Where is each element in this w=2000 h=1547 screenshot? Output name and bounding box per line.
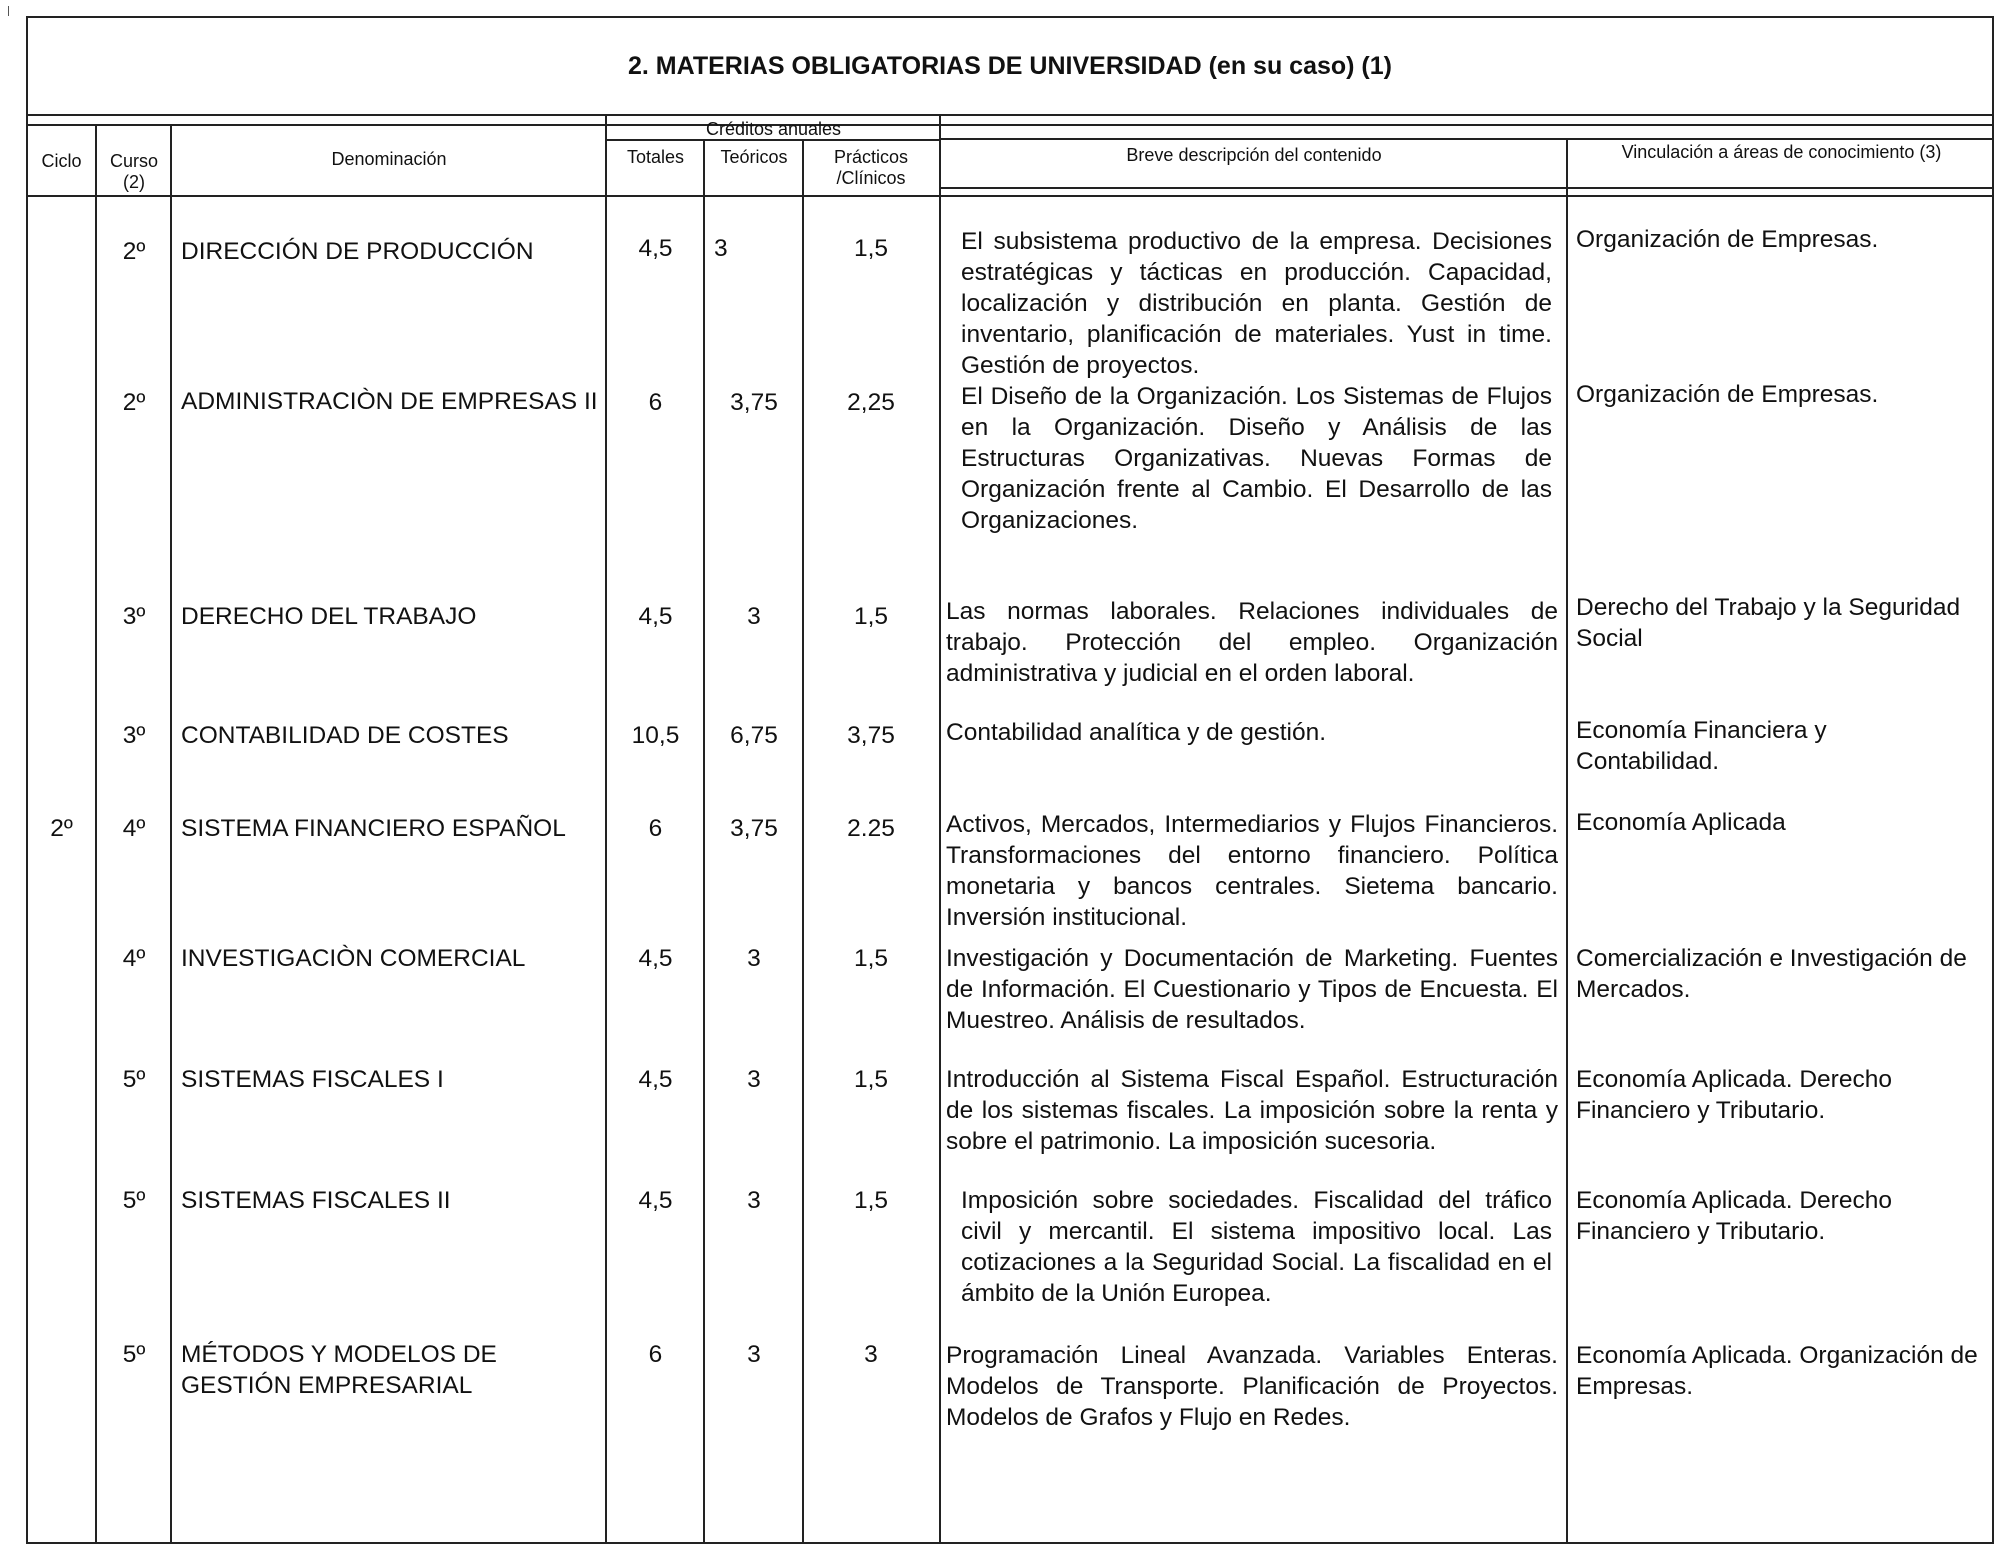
vinculacion-cell: Economía Aplicada xyxy=(1576,809,1786,836)
header-ciclo: Ciclo xyxy=(41,151,82,171)
right-header-bottom-rule xyxy=(939,187,1992,189)
col-divider-curso xyxy=(170,124,172,1542)
curso-cell: 2º xyxy=(122,238,146,265)
teoricos-cell: 3,75 xyxy=(730,389,778,416)
denominacion-cell: SISTEMAS FISCALES II xyxy=(181,1187,451,1214)
vinculacion-cell: Economía Aplicada. Organización de Empresas. xyxy=(1576,1342,1978,1400)
teoricos-cell: 3 xyxy=(747,945,761,972)
header-curso: Curso (2) xyxy=(109,151,158,192)
vinculacion-cell: Comercialización e Investigación de Mercados. xyxy=(1576,945,1967,1003)
practicos-cell: 2.25 xyxy=(847,815,895,842)
curso-cell: 3º xyxy=(122,722,146,749)
totales-cell: 4,5 xyxy=(638,1066,673,1093)
header-descripcion: Breve descripción del contenido xyxy=(1126,145,1382,165)
practicos-cell: 1,5 xyxy=(853,1187,889,1214)
descripcion-cell: Introducción al Sistema Fiscal Español. Estructuración de los sistemas fiscales. La imposición sobre la renta y sobre el patrimonio. La imposición sucesoria. xyxy=(946,1066,1558,1155)
practicos-cell: 3,75 xyxy=(847,722,895,749)
curso-cell: 4º xyxy=(122,945,146,972)
descripcion-cell: Activos, Mercados, Intermediarios y Flujos Financieros. Transformaciones del entorno financiero. Política monetaria y bancos centrales. Sietema bancario. Inversión institucional. xyxy=(946,811,1558,931)
header-vinculacion: Vinculación a áreas de conocimiento (3) xyxy=(1621,142,1942,162)
denominacion-cell: SISTEMAS FISCALES I xyxy=(181,1066,444,1093)
description-header-rule xyxy=(939,138,1992,140)
descripcion-cell: Contabilidad analítica y de gestión. xyxy=(946,719,1327,746)
vinculacion-cell: Economía Financiera y Contabilidad. xyxy=(1576,717,1827,775)
curso-cell: 5º xyxy=(122,1187,146,1214)
curso-cell: 4º xyxy=(122,815,146,842)
curso-cell: 2º xyxy=(122,389,146,416)
descripcion-cell: El subsistema productivo de la empresa. Decisiones estratégicas y tácticas en producción. Capacidad, localización y distribución en planta. Gestión de inventario, planificación de materiales. Yust in time. Gestión de proyectos. xyxy=(961,228,1552,379)
scan-mark xyxy=(8,6,9,16)
vinculacion-cell: Derecho del Trabajo y la Seguridad Social xyxy=(1576,594,1961,652)
header-practicos: Prácticos /Clínicos xyxy=(833,147,909,188)
teoricos-cell: 3 xyxy=(747,1187,761,1214)
teoricos-cell: 3 xyxy=(747,1341,761,1368)
descripcion-cell: Imposición sobre sociedades. Fiscalidad del tráfico civil y mercantil. El sistema impositivo local. Las cotizaciones a la Seguridad Social. La fiscalidad en el ámbito de la Unión Europea. xyxy=(961,1187,1552,1307)
page-title: 2. MATERIAS OBLIGATORIAS DE UNIVERSIDAD (en su caso) (1) xyxy=(628,51,1392,80)
practicos-cell: 1,5 xyxy=(853,235,889,262)
descripcion-cell: Las normas laborales. Relaciones individuales de trabajo. Protección del empleo. Organización administrativa y judicial en el orden laboral. xyxy=(946,598,1558,687)
col-divider-totales xyxy=(703,139,705,1542)
vinculacion-cell: Economía Aplicada. Derecho Financiero y Tributario. xyxy=(1576,1066,1892,1124)
totales-cell: 6 xyxy=(648,815,663,842)
curso-cell: 3º xyxy=(122,603,146,630)
totales-cell: 4,5 xyxy=(638,235,673,262)
denominacion-cell: DERECHO DEL TRABAJO xyxy=(181,603,477,630)
curso-cell: 5º xyxy=(122,1341,146,1368)
vinculacion-cell: Organización de Empresas. xyxy=(1576,381,1879,408)
denominacion-cell: SISTEMA FINANCIERO ESPAÑOL xyxy=(181,815,566,842)
document-table xyxy=(26,16,1994,1544)
header-bottom-rule xyxy=(28,195,1992,197)
descripcion-cell: Programación Lineal Avanzada. Variables Enteras. Modelos de Transporte. Planificación de Proyectos. Modelos de Grafos y Flujo en Redes. xyxy=(946,1342,1558,1431)
denominacion-cell: INVESTIGACIÒN COMERCIAL xyxy=(181,945,526,972)
ciclo-value: 2º xyxy=(50,815,73,842)
col-divider-practicos xyxy=(939,114,941,1542)
header-top-rule xyxy=(28,124,1992,126)
vinculacion-cell: Organización de Empresas. xyxy=(1576,226,1879,253)
denominacion-cell: CONTABILIDAD DE COSTES xyxy=(181,722,509,749)
descripcion-cell: Investigación y Documentación de Marketing. Fuentes de Información. El Cuestionario y Tipos de Encuesta. El Muestreo. Análisis de resultados. xyxy=(946,945,1558,1034)
header-totales: Totales xyxy=(626,147,685,167)
teoricos-cell: 3,75 xyxy=(730,815,778,842)
col-divider-teoricos xyxy=(802,139,804,1542)
denominacion-cell: ADMINISTRACIÒN DE EMPRESAS II xyxy=(181,388,598,415)
teoricos-cell: 3 xyxy=(714,235,728,262)
teoricos-cell: 3 xyxy=(747,603,761,630)
practicos-cell: 3 xyxy=(864,1341,878,1368)
header-creditos: Créditos anuales xyxy=(705,119,842,139)
practicos-cell: 1,5 xyxy=(853,603,889,630)
totales-cell: 6 xyxy=(648,1341,663,1368)
header-denominacion: Denominación xyxy=(331,149,447,169)
practicos-cell: 1,5 xyxy=(853,945,889,972)
denominacion-cell: MÉTODOS Y MODELOS DE GESTIÓN EMPRESARIAL xyxy=(181,1341,497,1399)
practicos-cell: 2,25 xyxy=(847,389,895,416)
col-divider-descripcion xyxy=(1566,138,1568,1542)
practicos-cell: 1,5 xyxy=(853,1066,889,1093)
totales-cell: 6 xyxy=(648,389,663,416)
denominacion-cell: DIRECCIÓN DE PRODUCCIÓN xyxy=(181,238,534,265)
vinculacion-cell: Economía Aplicada. Derecho Financiero y Tributario. xyxy=(1576,1187,1892,1245)
totales-cell: 4,5 xyxy=(638,945,673,972)
teoricos-cell: 6,75 xyxy=(730,722,778,749)
totales-cell: 4,5 xyxy=(638,603,673,630)
curso-cell: 5º xyxy=(122,1066,146,1093)
descripcion-cell: El Diseño de la Organización. Los Sistemas de Flujos en la Organización. Diseño y Análisis de las Estructuras Organizativas. Nuevas Formas de Organización frente al Cambio. El Desarrollo de las Organizaciones. xyxy=(961,383,1552,534)
totales-cell: 4,5 xyxy=(638,1187,673,1214)
teoricos-cell: 3 xyxy=(747,1066,761,1093)
header-teoricos: Teóricos xyxy=(720,147,788,167)
totales-cell: 10,5 xyxy=(631,722,680,749)
col-divider-ciclo xyxy=(95,124,97,1542)
title-divider xyxy=(28,114,1992,116)
